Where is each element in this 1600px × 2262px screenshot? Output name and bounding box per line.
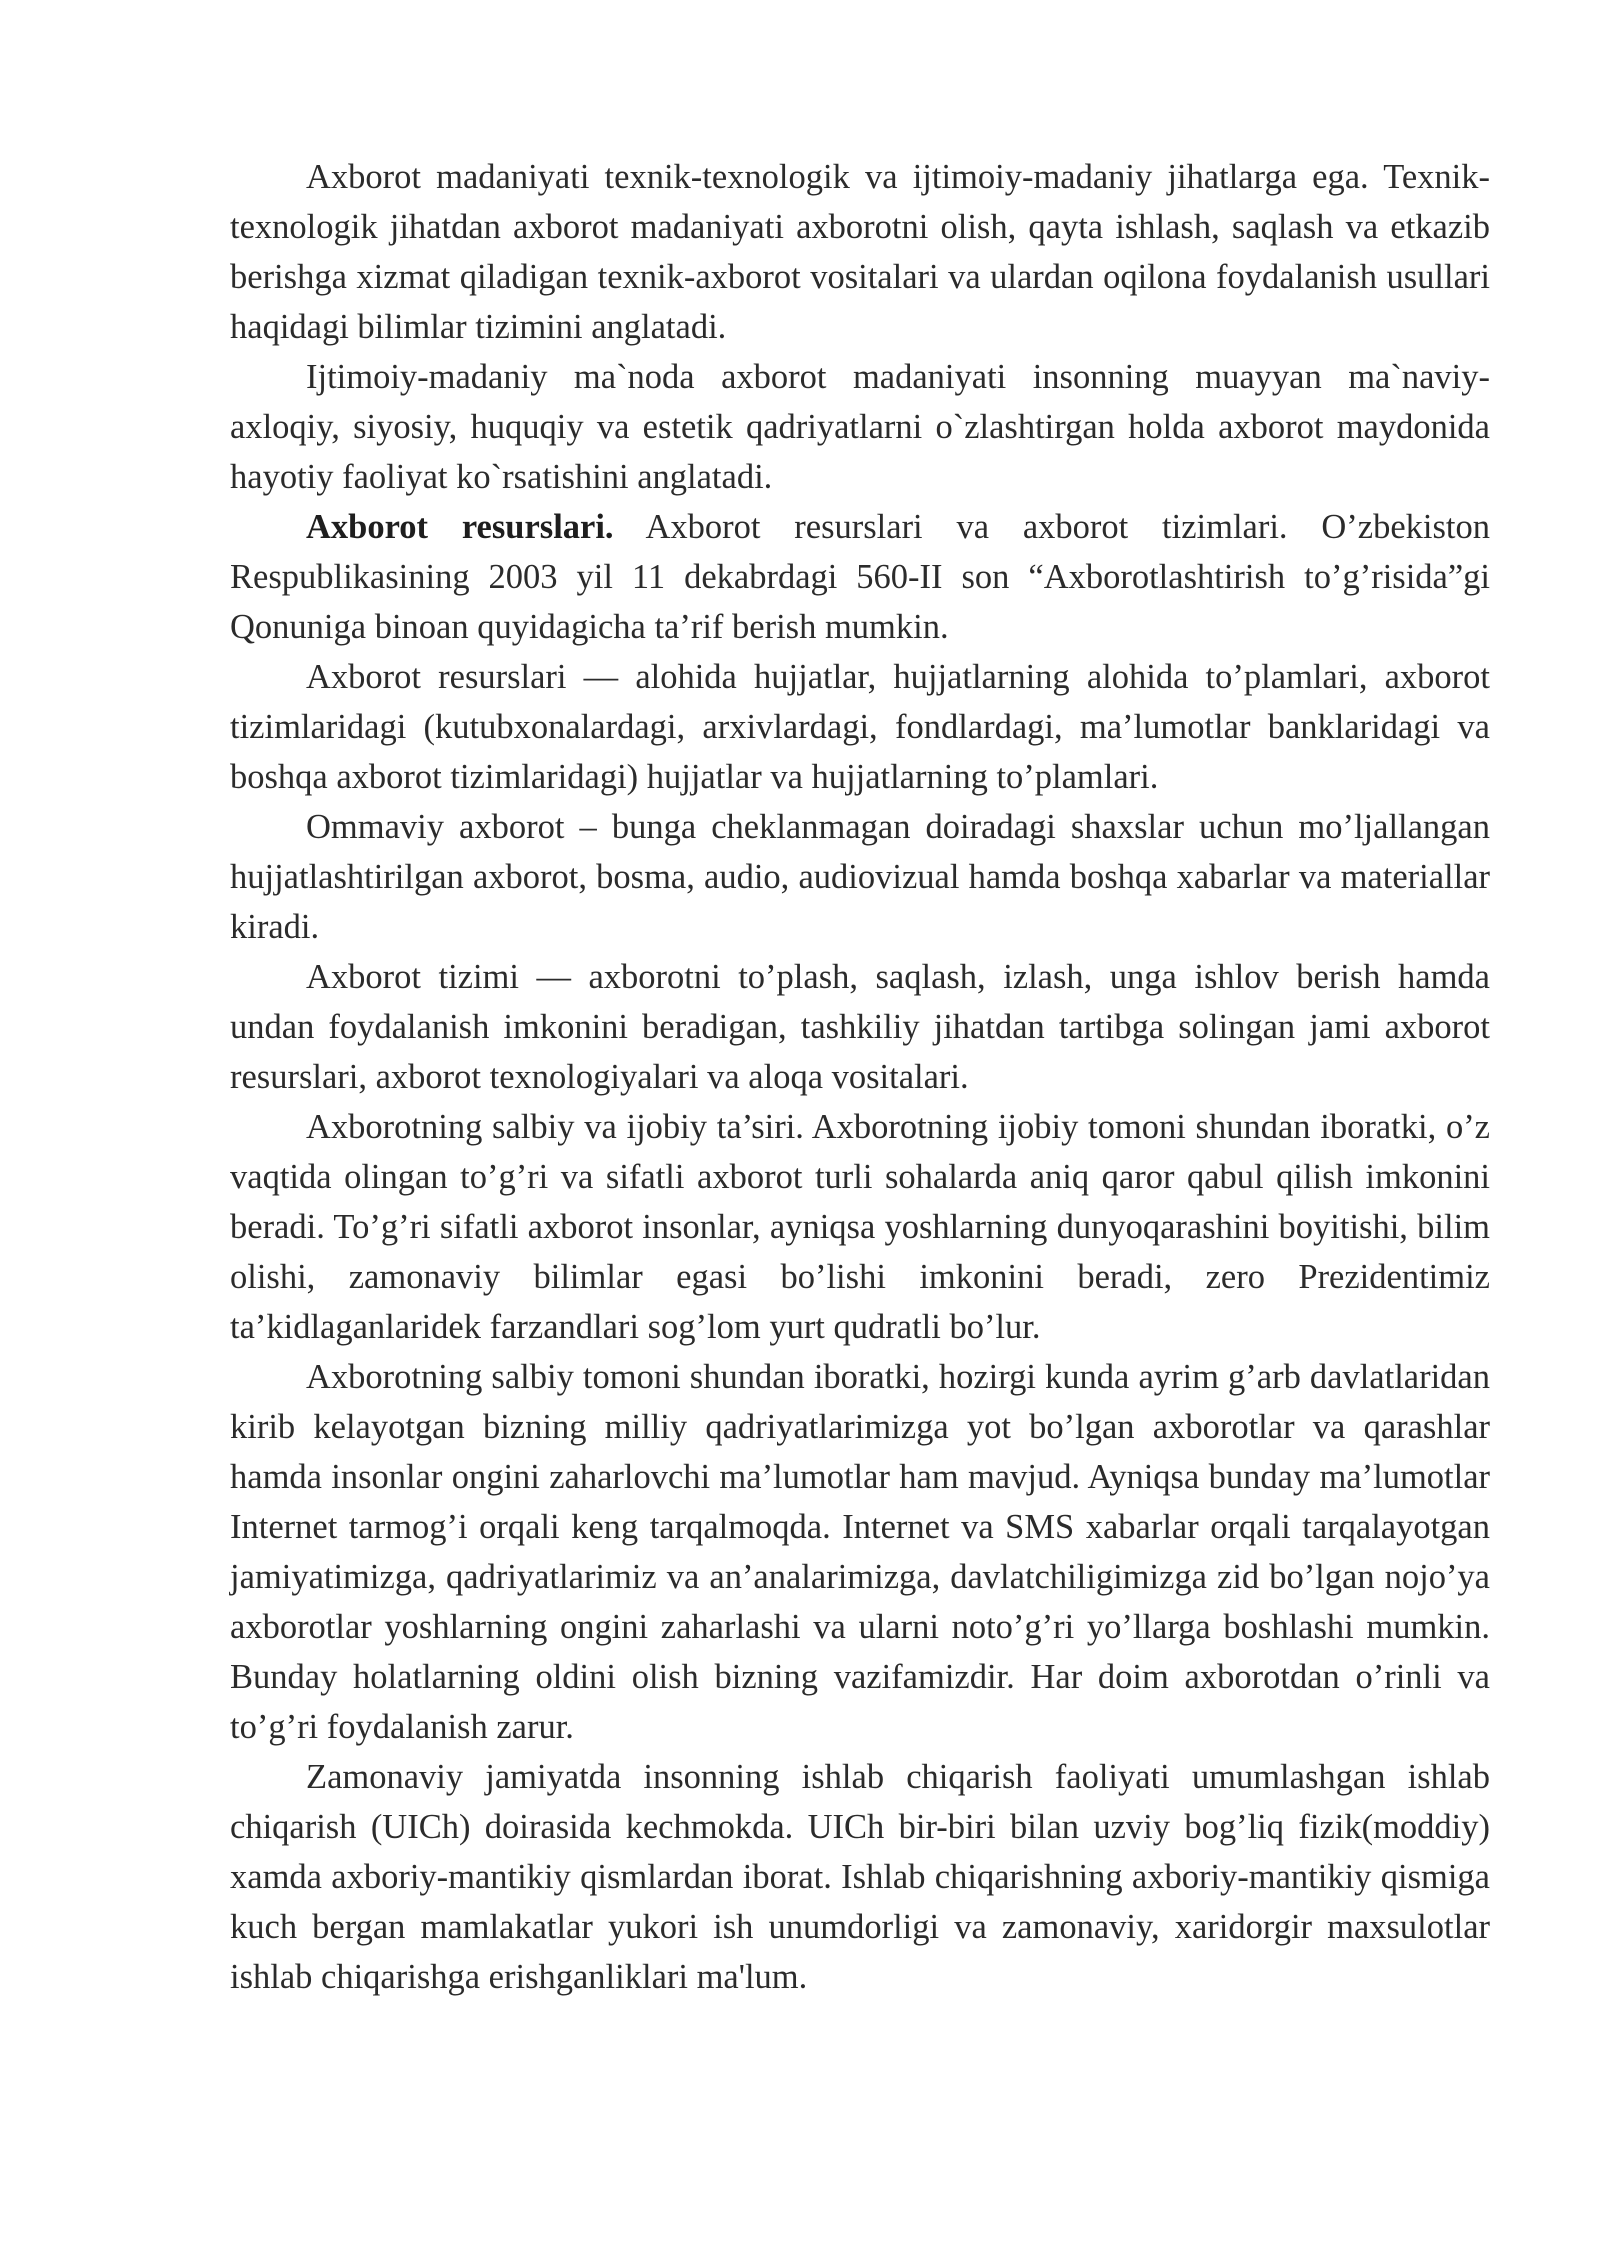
paragraph-axborot-tizimi [230, 952, 1490, 1102]
paragraph-text: Axborot resurslari va axborot tizimlari. O’zbekiston Respublikasining 2003 yil 11 dekabrdagi 560-II son “Axborotlashtirish to’g’risida”gi Qonuniga binoan quyidagicha ta’rif berish mumkin. [230, 508, 1490, 646]
paragraph-resurslar-definition [230, 652, 1490, 802]
paragraph-text: Ommaviy axborot – bunga cheklanmagan doiradagi shaxslar uchun mo’ljallangan hujjatlashtirilgan axborot, bosma, audio, audiovizual hamda boshqa xabarlar va materiallar kiradi. [230, 808, 1490, 946]
paragraph-ommaviy-axborot [230, 802, 1490, 952]
paragraph-text: Zamonaviy jamiyatda insonning ishlab chiqarish faoliyati umumlashgan ishlab chiqarish (UICh) doirasida kechmokda. UICh bir-biri bilan uzviy bog’liq fizik(moddiy) xamda axboriy-mantikiy qismlardan iborat. Ishlab chiqarishning axboriy-mantikiy qismiga kuch bergan mamlakatlar yukori ish unumdorligi va zamonaviy, xaridorgir maxsulotlar ishlab chiqarishga erishganliklari ma'lum. [230, 1758, 1490, 1996]
paragraph-axborot-madaniyati [230, 152, 1490, 352]
paragraph-text: Ijtimoiy-madaniy ma`noda axborot madaniyati insonning muayyan ma`naviy-axloqiy, siyosiy, huquqiy va estetik qadriyatlarni o`zlashtirgan holda axborot maydonida hayotiy faoliyat ko`rsatishini anglatadi. [230, 358, 1490, 496]
paragraph-text: Axborot madaniyati texnik-texnologik va ijtimoiy-madaniy jihatlarga ega. Texnik-texnologik jihatdan axborot madaniyati axborotni olish, qayta ishlash, saqlash va etkazib berishga xizmat qiladigan texnik-axborot vositalari va ulardan oqilona foydalanish usullari haqidagi bilimlar tizimini anglatadi. [230, 158, 1490, 346]
paragraph-text: Axborotning salbiy tomoni shundan iboratki, hozirgi kunda ayrim g’arb davlatlaridan kirib kelayotgan bizning milliy qadriyatlarimizga yot bo’lgan axborotlar va qarashlar hamda insonlar ongini zaharlovchi ma’lumotlar ham mavjud. Ayniqsa bunday ma’lumotlar Internet tarmog’i orqali keng tarqalmoqda. Internet va SMS xabarlar orqali tarqalayotgan jamiyatimizga, qadriyatlarimiz va an’analarimizga, davlatchiligimizga zid bo’lgan nojo’ya axborotlar yoshlarning ongini zaharlashi va ularni noto’g’ri yo’llarga boshlashi mumkin. Bunday holatlarning oldini olish bizning vazifamizdir. Har doim axborotdan o’rinli va to’g’ri foydalanish zarur. [230, 1358, 1490, 1746]
document-body [230, 152, 1490, 2002]
paragraph-text: Axborot resurslari — alohida hujjatlar, hujjatlarning alohida to’plamlari, axborot tizimlaridagi (kutubxonalardagi, arxivlardagi, fondlardagi, ma’lumotlar banklaridagi va boshqa axborot tizimlaridagi) hujjatlar va hujjatlarning to’plamlari. [230, 658, 1490, 796]
section-heading-inline: Axborot resurslari. [306, 508, 614, 546]
paragraph-ijtimoiy-madaniy [230, 352, 1490, 502]
paragraph-text: Axborot tizimi — axborotni to’plash, saqlash, izlash, unga ishlov berish hamda undan foydalanish imkonini beradigan, tashkiliy jihatdan tartibga solingan jami axborot resurslari, axborot texnologiyalari va aloqa vositalari. [230, 958, 1490, 1096]
paragraph-text: Axborotning salbiy va ijobiy ta’siri. Axborotning ijobiy tomoni shundan iboratki, o’z vaqtida olingan to’g’ri va sifatli axborot turli sohalarda aniq qaror qabul qilish imkonini beradi. To’g’ri sifatli axborot insonlar, ayniqsa yoshlarning dunyoqarashini boyitishi, bilim olishi, zamonaviy bilimlar egasi bo’lishi imkonini beradi, zero Prezidentimiz ta’kidlaganlaridek farzandlari sog’lom yurt qudratli bo’lur. [230, 1108, 1490, 1346]
paragraph-ijobiy-tasir [230, 1102, 1490, 1352]
paragraph-axborot-resurslari [230, 502, 1490, 652]
paragraph-salbiy-tomoni [230, 1352, 1490, 1752]
paragraph-zamonaviy-jamiyat [230, 1752, 1490, 2002]
